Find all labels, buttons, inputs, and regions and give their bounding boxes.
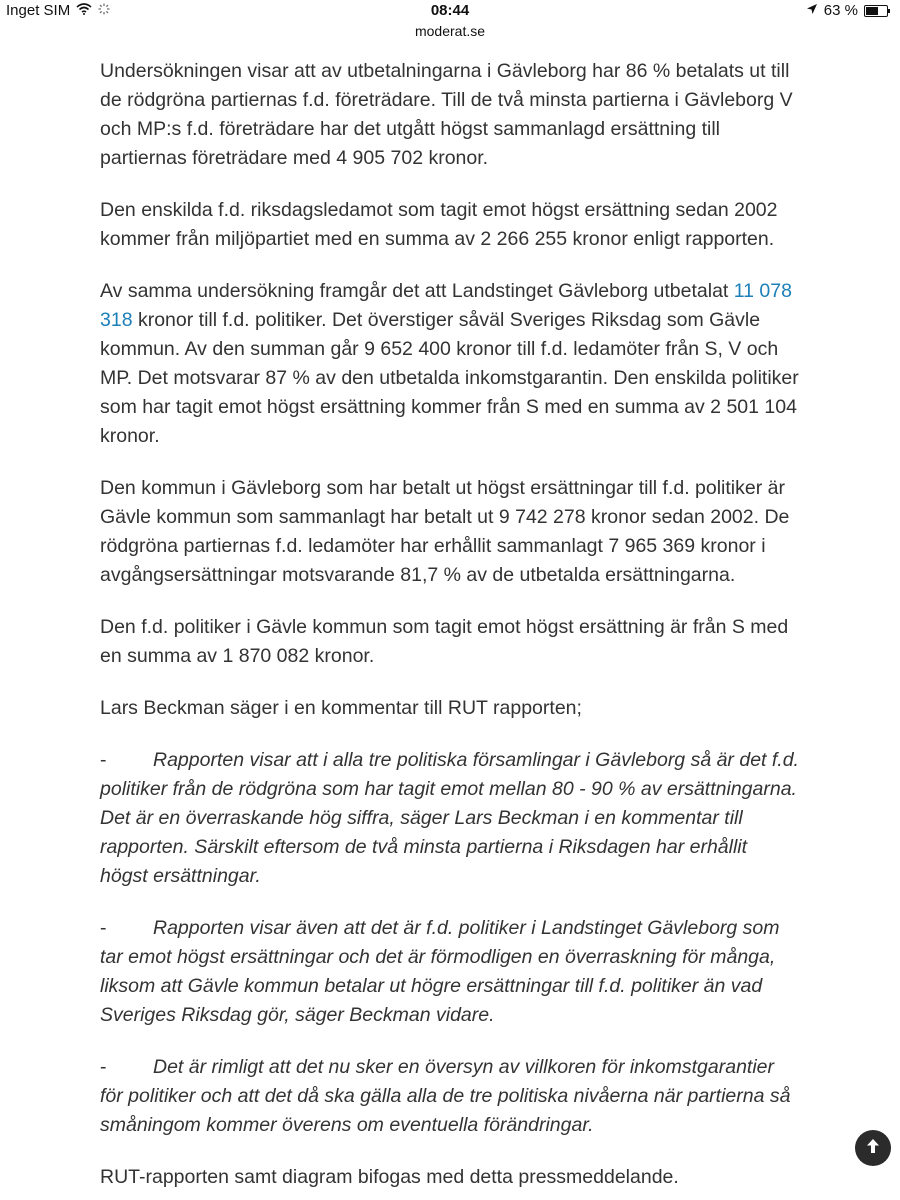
carrier-label: Inget SIM bbox=[6, 2, 71, 19]
location-arrow-icon bbox=[806, 2, 818, 19]
scroll-to-top-button[interactable] bbox=[855, 1130, 891, 1166]
quote-2 bbox=[100, 914, 800, 1030]
paragraph-attachment-note: RUT-rapporten samt diagram bifogas med detta pressmeddelande. bbox=[100, 1166, 679, 1188]
paragraph-text: kronor till f.d. politiker. Det överstiger såväl Sveriges Riksdag som Gävle kommun. Av den summan går 9 652 400 kronor till f.d. ledamöter från S, V och MP. Det motsvarar 87 % av den utbetalda inkomstgarantin. Den enskilda politiker som har tagit emot högst ersättning kommer från S med en summa av 2 501 104 kronor. bbox=[100, 309, 799, 447]
paragraph-riksdag-member: Den enskilda f.d. riksdagsledamot som tagit emot högst ersättning sedan 2002 kommer från miljöpartiet med en summa av 2 266 255 kronor enligt rapporten. bbox=[100, 199, 778, 250]
quote-dash: - bbox=[100, 917, 107, 939]
paragraph-beckman-intro: Lars Beckman säger i en kommentar till RUT rapporten; bbox=[100, 697, 582, 719]
quote-dash: - bbox=[100, 749, 107, 771]
article-body bbox=[100, 57, 800, 1200]
status-bar bbox=[0, 0, 900, 48]
paragraph-landstinget bbox=[100, 277, 800, 451]
paragraph-kommun: Den kommun i Gävleborg som har betalt ut högst ersättningar till f.d. politiker är Gävle kommun som sammanlagt har betalt ut 9 742 278 kronor sedan 2002. De rödgröna partiernas f.d. ledamöter har erhållit sammanlagt 7 965 369 kronor i avgångsersättningar motsvarande 81,7 % av de utbetalda ersättningarna. bbox=[100, 477, 790, 586]
paragraph-payments-share: Undersökningen visar att av utbetalningarna i Gävleborg har 86 % betalats ut till de rödgröna partiernas f.d. företrädare. Till de två minsta partierna i Gävleborg V och MP:s f.d. företrädare har det utgått högst sammanlagd ersättning till partiernas företrädare med 4 905 702 kronor. bbox=[100, 60, 793, 169]
battery-percentage: 63 % bbox=[823, 2, 858, 19]
paragraph-gavle-politician: Den f.d. politiker i Gävle kommun som tagit emot högst ersättning är från S med en summa av 1 870 082 kronor. bbox=[100, 616, 789, 667]
paragraph-text: Av samma undersökning framgår det att Landstinget Gävleborg utbetalat bbox=[100, 280, 734, 302]
arrow-up-icon bbox=[864, 1137, 882, 1160]
quote-text: Rapporten visar även att det är f.d. politiker i Landstinget Gävleborg som tar emot högst ersättningar och det är förmodligen en överraskning för många, liksom att Gävle kommun betalar ut högre ersättningar till f.d. politiker än vad Sveriges Riksdag gör, säger Beckman vidare. bbox=[100, 917, 780, 1026]
address-url[interactable]: moderat.se bbox=[414, 23, 486, 39]
status-time: 08:44 bbox=[430, 2, 470, 19]
quote-text: Det är rimligt att det nu sker en översyn av villkoren för inkomstgarantier för politiker och att det då ska gälla alla de tre politiska nivåerna när partierna så småningom kommer överens om eventuella förändringar. bbox=[100, 1056, 791, 1136]
quote-1 bbox=[100, 746, 800, 891]
amount-link[interactable]: 11 078 318 bbox=[100, 280, 792, 331]
quote-text: Rapporten visar att i alla tre politiska församlingar i Gävleborg så är det f.d. politiker från de rödgröna som har tagit emot mellan 80 - 90 % av ersättningarna. Det är en överraskande hög siffra, säger Lars Beckman i en kommentar till rapporten. Särskilt eftersom de två minsta partierna i Riksdagen har erhållit högst ersättningar. bbox=[100, 749, 799, 887]
quote-3 bbox=[100, 1053, 800, 1140]
quote-dash: - bbox=[100, 1056, 107, 1078]
status-right bbox=[806, 2, 888, 19]
battery-icon bbox=[864, 5, 888, 17]
